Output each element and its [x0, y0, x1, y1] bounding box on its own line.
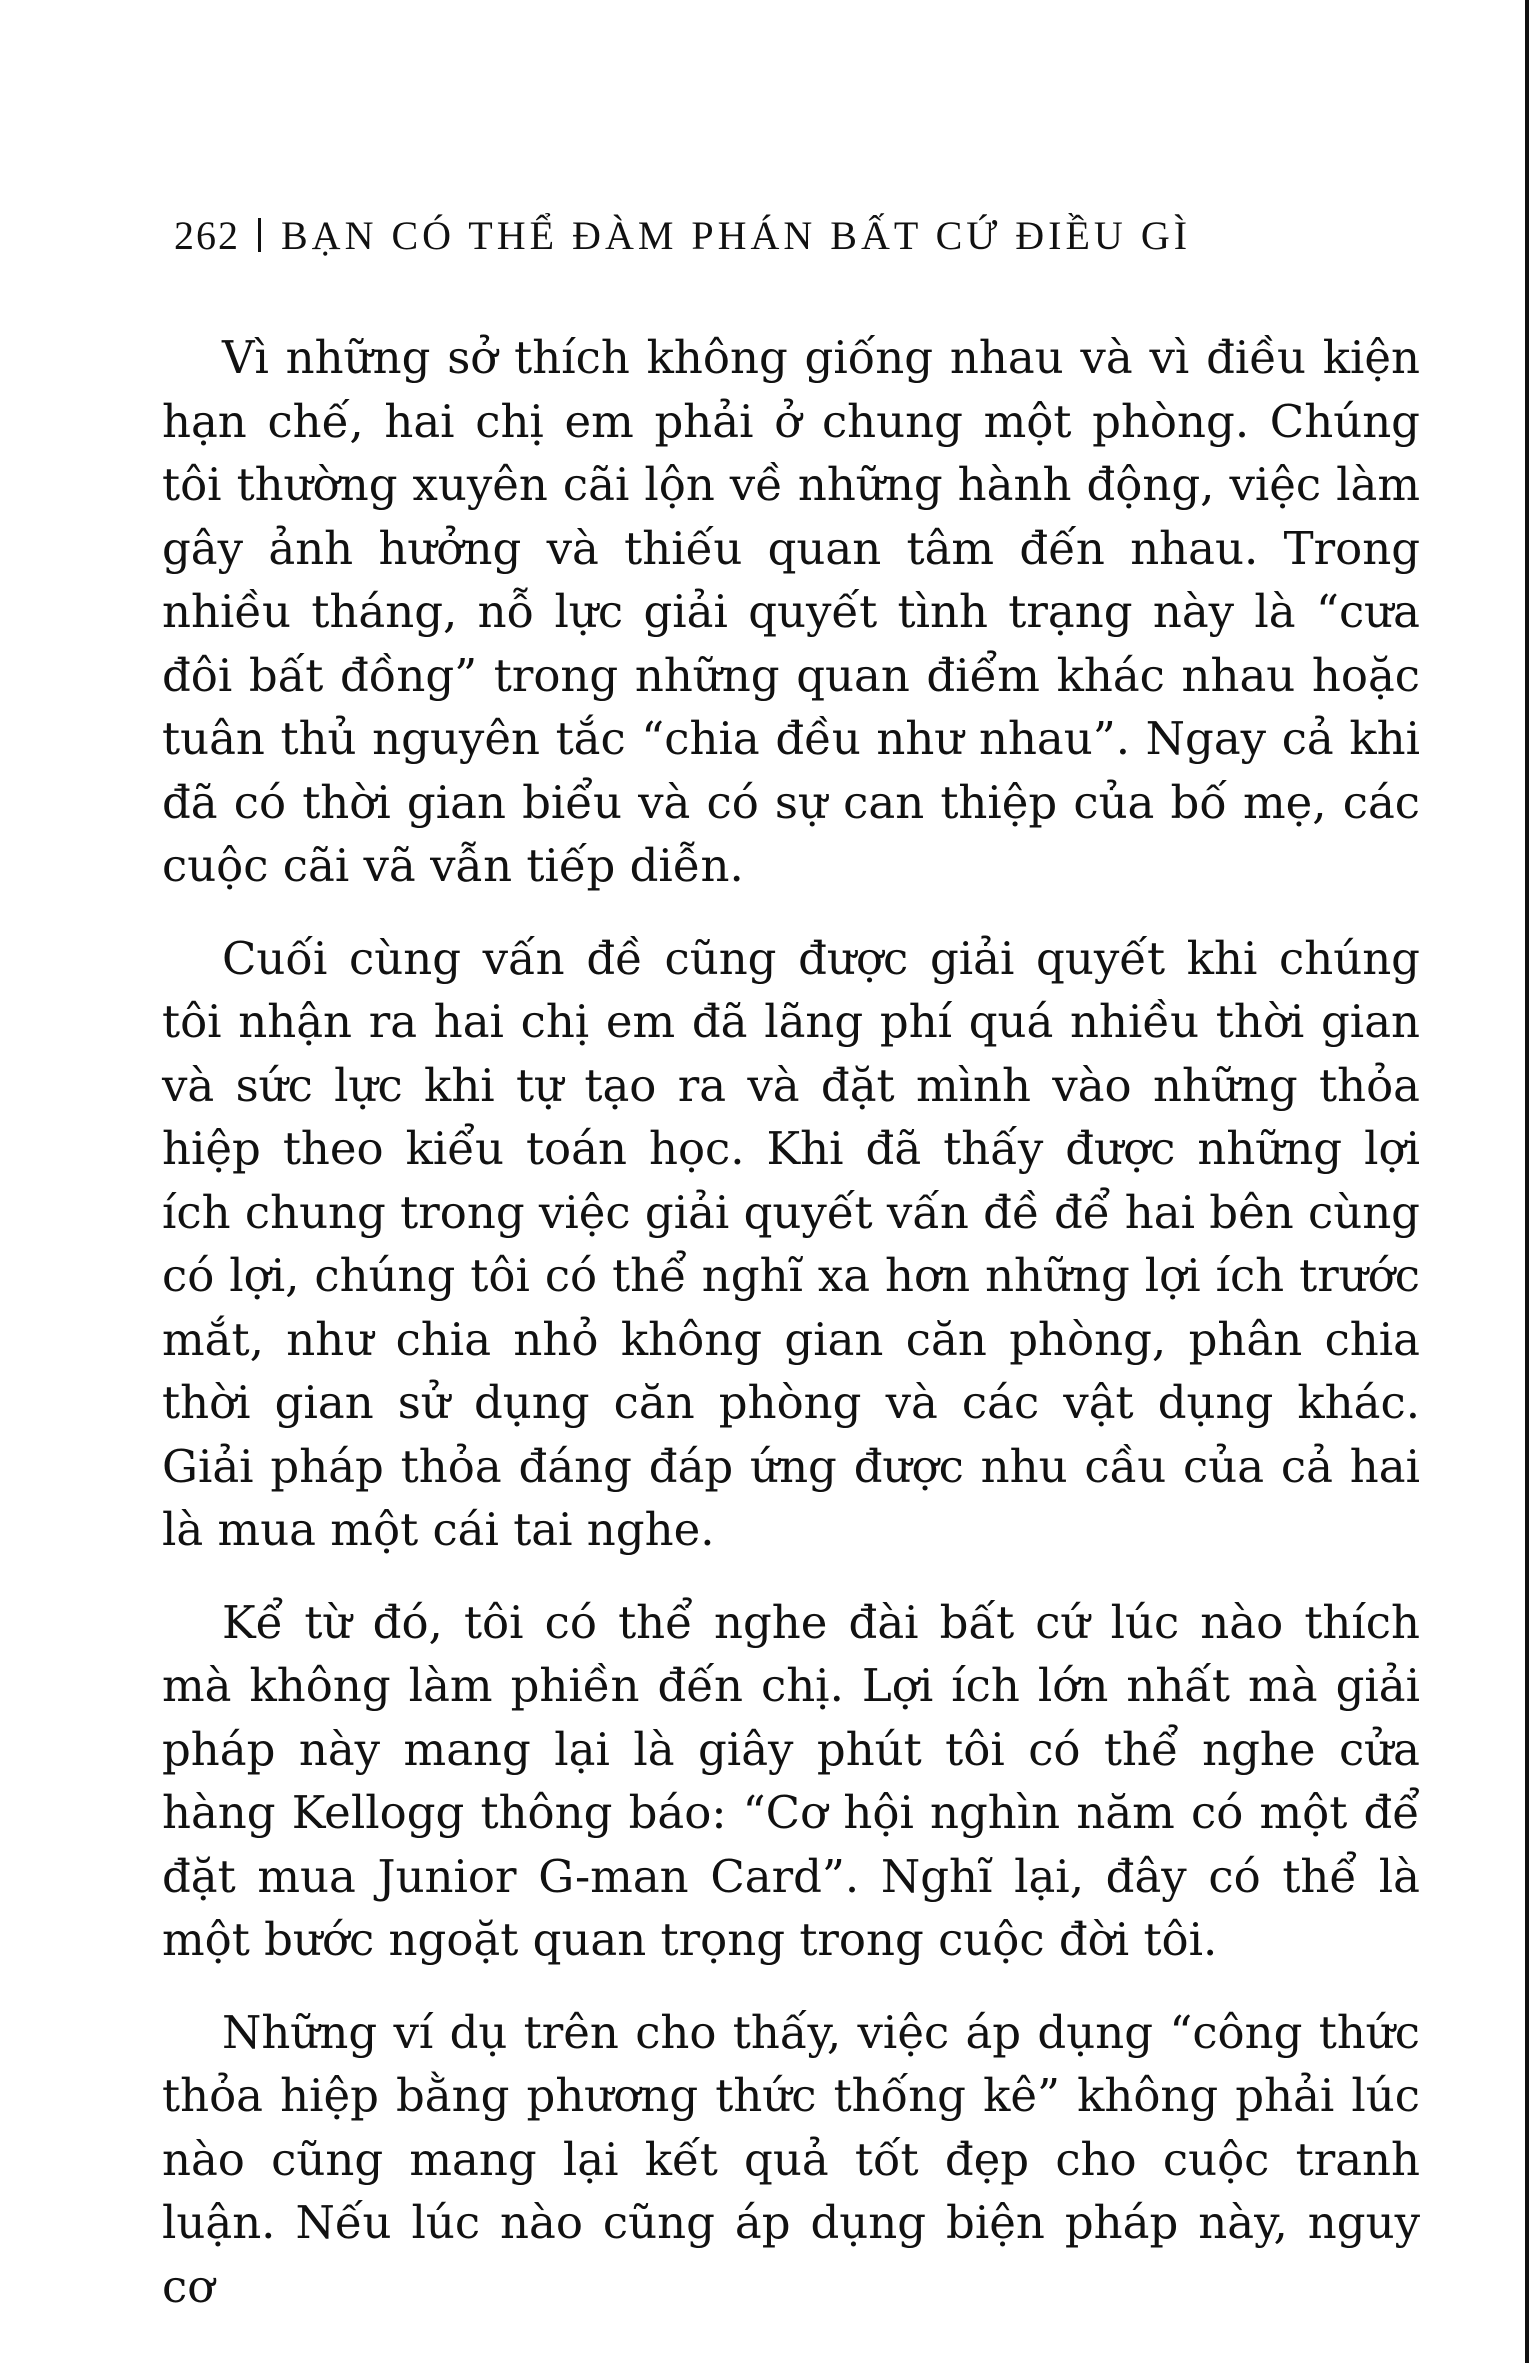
paragraph-1: Vì những sở thích không giống nhau và vì điều kiện hạn chế, hai chị em phải ở chung một phòng. Chúng tôi thường xuyên cãi lộn về những hành động, việc làm gây ảnh hưởng và thiếu quan tâm đến nhau. Trong nhiều tháng, nỗ lực giải quyết tình trạng này là “cưa đôi bất đồng” trong những quan điểm khác nhau hoặc tuân thủ nguyên tắc “chia đều như nhau”. Ngay cả khi đã có thời gian biểu và có sự can thiệp của bố mẹ, các cuộc cãi vã vẫn tiếp diễn.: [162, 331, 1420, 892]
page-edge-line: [1525, 0, 1529, 2363]
paragraph-2: Cuối cùng vấn đề cũng được giải quyết khi chúng tôi nhận ra hai chị em đã lãng phí quá nhiều thời gian và sức lực khi tự tạo ra và đặt mình vào những thỏa hiệp theo kiểu toán học. Khi đã thấy được những lợi ích chung trong việc giải quyết vấn đề để hai bên cùng có lợi, chúng tôi có thể nghĩ xa hơn những lợi ích trước mắt, như chia nhỏ không gian căn phòng, phân chia thời gian sử dụng căn phòng và các vật dụng khác. Giải pháp thỏa đáng đáp ứng được nhu cầu của cả hai là mua một cái tai nghe.: [162, 931, 1420, 1556]
paragraph-3: Kể từ đó, tôi có thể nghe đài bất cứ lúc nào thích mà không làm phiền đến chị. Lợi ích lớn nhất mà giải pháp này mang lại là giây phút tôi có thể nghe cửa hàng Kellogg thông báo: “Cơ hội nghìn năm có một để đặt mua Junior G-man Card”. Nghĩ lại, đây có thể là một bước ngoặt quan trọng trong cuộc đời tôi.: [162, 1595, 1420, 1966]
header-separator: [258, 218, 261, 252]
page-number: 262: [174, 212, 240, 258]
running-header: [174, 205, 1374, 265]
body-text: [162, 326, 1420, 2318]
paragraph-4: Những ví dụ trên cho thấy, việc áp dụng “công thức thỏa hiệp bằng phương thức thống kê” không phải lúc nào cũng mang lại kết quả tốt đẹp cho cuộc tranh luận. Nếu lúc nào cũng áp dụng biện pháp này, nguy cơ: [162, 2005, 1420, 2313]
book-title: BẠN CÓ THỂ ĐÀM PHÁN BẤT CỨ ĐIỀU GÌ: [281, 212, 1192, 258]
